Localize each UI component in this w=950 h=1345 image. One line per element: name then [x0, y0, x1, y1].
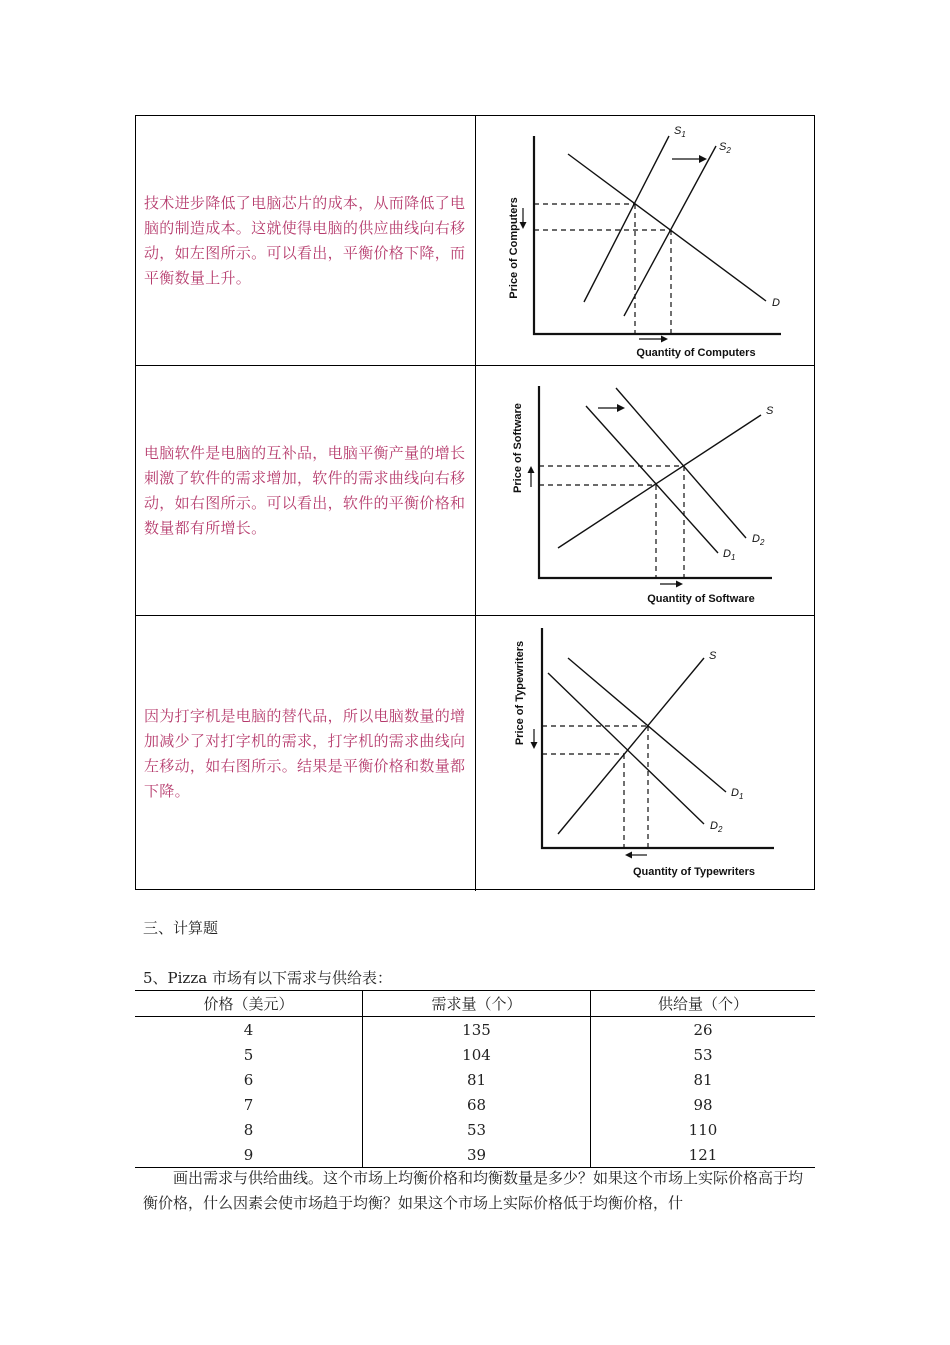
- y-axis-label: Price of Typewriters: [514, 640, 526, 746]
- section-heading: 三、计算题: [143, 919, 219, 937]
- price-up-arrow: [528, 466, 535, 487]
- table-row: [135, 1142, 815, 1168]
- d1-label: $D_1$: [723, 548, 736, 562]
- price-down-arrow: [531, 729, 538, 749]
- table-row: [135, 1067, 815, 1092]
- price-cell: 5: [243, 1045, 254, 1064]
- s1-label: $S_1$: [674, 125, 686, 139]
- s-label: S: [709, 650, 717, 662]
- software-graph: [476, 366, 816, 615]
- s-label: S: [766, 405, 774, 417]
- price-down-arrow: [520, 208, 527, 229]
- price-header: 价格（美元）: [135, 991, 363, 1017]
- table-row: [136, 616, 814, 891]
- demand-curve-d2: [616, 388, 746, 538]
- explanation-text: 电脑软件是电脑的互补品，电脑平衡产量的增长刺激了软件的需求增加，软件的需求曲线向右移动，如右图所示。可以看出，软件的平衡价格和数量都有所增长。: [144, 443, 466, 537]
- supply-shift-arrow: [672, 155, 707, 163]
- d-label: D: [772, 297, 780, 309]
- explanation-table: [135, 115, 815, 890]
- table-row: [136, 116, 814, 366]
- table-header-row: [135, 991, 815, 1017]
- x-axis-label: Quantity of Computers: [636, 347, 756, 359]
- demand-cell: 68: [363, 1092, 591, 1117]
- price-cell: 8: [243, 1120, 254, 1139]
- quantity-left-arrow: [625, 852, 647, 859]
- price-cell: 9: [135, 1142, 363, 1168]
- supply-cell: 121: [591, 1142, 816, 1168]
- computers-graph: [476, 116, 816, 365]
- demand-cell: 104: [363, 1042, 591, 1067]
- demand-header: 需求量（个）: [363, 991, 591, 1017]
- typewriters-graph: [476, 616, 816, 891]
- table-row: [136, 366, 814, 616]
- price-cell: 6: [243, 1070, 254, 1089]
- supply-cell: 81: [591, 1067, 816, 1092]
- x-axis-label: Quantity of Typewriters: [632, 866, 756, 878]
- supply-cell: 110: [591, 1117, 816, 1142]
- d2-label: $D_2$: [710, 820, 723, 834]
- explanation-cell: [136, 366, 476, 615]
- s2-label: $S_2$: [719, 141, 731, 155]
- explanation-cell: [136, 116, 476, 365]
- table-row: [135, 1017, 815, 1043]
- question-body: [143, 1166, 813, 1216]
- table-row: [135, 1092, 815, 1117]
- question-body-text: 画出需求与供给曲线。这个市场上均衡价格和均衡数量是多少？如果这个市场上实际价格高于均衡价格，什么因素会使市场趋于均衡？如果这个市场上实际价格低于均衡价格，什: [143, 1169, 804, 1212]
- demand-cell: 135: [363, 1017, 591, 1043]
- axis-lines: [534, 136, 781, 334]
- table-row: [135, 1042, 815, 1067]
- explanation-text: 因为打字机是电脑的替代品，所以电脑数量的增加减少了对打字机的需求，打字机的需求曲线向左移动，如右图所示。结果是平衡价格和数量都下降。: [144, 706, 466, 800]
- supply-cell: 98: [591, 1092, 816, 1117]
- pizza-supply-demand-table: [135, 990, 815, 1168]
- quantity-right-arrow: [660, 581, 683, 588]
- y-axis-label: Price of Computers: [508, 197, 520, 299]
- demand-cell: 81: [363, 1067, 591, 1092]
- axis-lines: [542, 628, 774, 848]
- demand-curve-d1: [568, 658, 726, 792]
- explanation-text: 技术进步降低了电脑芯片的成本，从而降低了电脑的制造成本。这就使得电脑的供应曲线向右移动，如左图所示。可以看出，平衡价格下降，而平衡数量上升。: [144, 193, 466, 287]
- demand-shift-arrow: [598, 404, 625, 412]
- table-row: [135, 1117, 815, 1142]
- explanation-cell: [136, 616, 476, 891]
- y-axis-label: Price of Software: [512, 403, 524, 493]
- price-cell: 4: [243, 1020, 254, 1039]
- supply-cell: 26: [591, 1017, 816, 1043]
- supply-curve-s2: [624, 146, 716, 316]
- demand-curve: [568, 154, 766, 301]
- x-axis-label: Quantity of Software: [647, 593, 755, 605]
- supply-header: 供给量（个）: [591, 991, 816, 1017]
- question-title: 5、Pizza 市场有以下需求与供给表：: [143, 969, 392, 987]
- d2-label: $D_2$: [752, 533, 765, 547]
- demand-curve-d2: [548, 673, 704, 824]
- demand-curve-d1: [586, 406, 718, 553]
- supply-cell: 53: [591, 1042, 816, 1067]
- demand-cell: 53: [363, 1117, 591, 1142]
- demand-cell: 39: [363, 1142, 591, 1168]
- supply-curve: [558, 415, 761, 548]
- quantity-right-arrow: [639, 336, 668, 343]
- d1-label: $D_1$: [731, 787, 744, 801]
- price-cell: 7: [243, 1095, 254, 1114]
- supply-curve: [558, 658, 704, 834]
